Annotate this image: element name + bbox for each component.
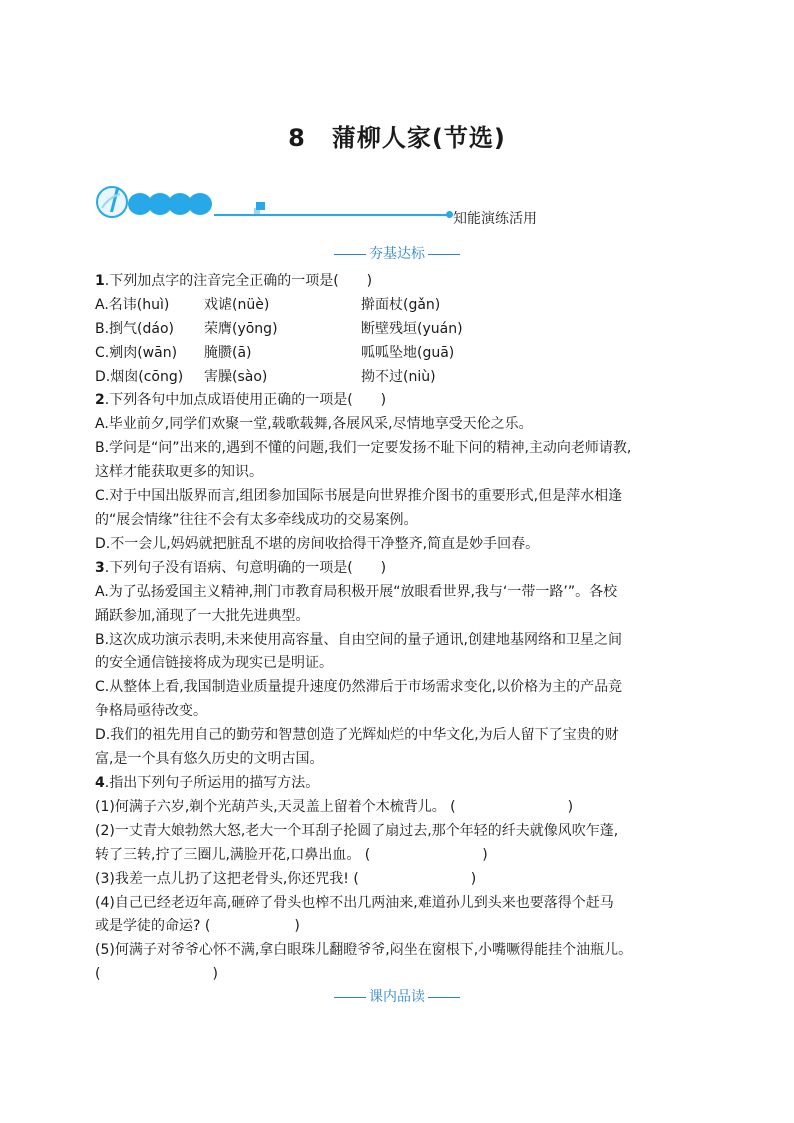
- question-4-line: (5)何满子对爷爷心怀不满,拿白眼珠儿翻瞪爷爷,闷坐在窗根下,小嘴噘得能挂个油瓶儿。: [95, 942, 633, 959]
- question-3-stem: 3.下列句子没有语病、句意明确的一项是( ): [95, 559, 387, 576]
- question-1-option-row: A.名讳(huì) 戏谑(nüè) 擀面杖(gǎn): [95, 296, 441, 313]
- section-rule-left: [334, 254, 366, 255]
- lesson-title: [0, 118, 794, 153]
- question-1-stem: 1.下列加点字的注音完全正确的一项是( ): [95, 273, 373, 289]
- question-1-option-row: B.捯气(dáo) 荣膺(yōng) 断壁残垣(yuán): [95, 320, 463, 337]
- questions: [95, 270, 715, 987]
- question-4-line: (4)自己已经老迈年高,砸碎了骨头也榨不出几两油来,难道孙儿到头来也要落得个赶马: [95, 894, 614, 911]
- section-heading-reading: [0, 986, 794, 1006]
- question-2-line: C.对于中国出版界而言,组团参加国际书展是向世界推介图书的重要形式,但是萍水相逢: [95, 488, 623, 505]
- question-3-line: 争格局亟待改变。: [95, 703, 207, 720]
- section-banner: [94, 180, 537, 232]
- banner-end-dot: [446, 211, 453, 218]
- banner-square-decoration: [256, 202, 265, 210]
- question-4-line: 或是学徒的命运? ( ): [95, 918, 300, 935]
- question-2-line: B.学问是“问”出来的,遇到不懂的问题,我们一定要发扬不耻下问的精神,主动向老师请教,: [95, 440, 632, 457]
- banner-line: [214, 214, 450, 216]
- question-2-line: A.毕业前夕,同学们欢聚一堂,载歌载舞,各展风采,尽情地享受天伦之乐。: [95, 416, 533, 433]
- question-4-line: (1)何满子六岁,剃个光葫芦头,天灵盖上留着个木梳背儿。 ( ): [95, 798, 574, 815]
- question-3-line: D.我们的祖先用自己的勤劳和智慧创造了光辉灿烂的中华文化,为后人留下了宝贵的财: [95, 727, 619, 744]
- question-2-line: 的“展会情缘”往往不会有太多牵线成功的交易案例。: [95, 512, 418, 528]
- banner-label: 知能演练活用: [453, 211, 537, 227]
- lesson-name: 蒲柳人家(节选): [331, 124, 506, 152]
- section-heading-text: 夯基达标: [369, 246, 425, 262]
- section-heading-text: 课内品读: [369, 989, 425, 1005]
- section-rule-right: [428, 997, 460, 998]
- question-4-stem: 4.指出下列句子所运用的描写方法。: [95, 774, 320, 791]
- question-1-option-row: D.烟囱(cōng) 害臊(sào) 拗不过(niù): [95, 368, 436, 385]
- question-3-line: 踊跃参加,涌现了一大批先进典型。: [95, 607, 310, 624]
- section-rule-left: [334, 997, 366, 998]
- section-heading-basic: [0, 243, 794, 263]
- question-4-line: ( ): [95, 966, 218, 983]
- question-3-line: C.从整体上看,我国制造业质量提升速度仍然滞后于市场需求变化,以价格为主的产品竞: [95, 679, 623, 696]
- question-2-line: 这样才能获取更多的知识。: [95, 464, 263, 481]
- question-3-line: A.为了弘扬爱国主义精神,荆门市教育局积极开展“放眼看世界,我与‘一带一路’”。各校: [95, 583, 618, 600]
- question-4-line: 转了三转,拧了三圈儿,满脸开花,口鼻出血。 ( ): [95, 846, 488, 863]
- question-4-line: (2)一丈青大娘勃然大怒,老大一个耳刮子抡圆了扇过去,那个年轻的纤夫就像风吹乍蓬,: [95, 822, 619, 839]
- question-3-line: 富,是一个具有悠久历史的文明古国。: [95, 751, 324, 768]
- lesson-number: 8: [288, 124, 306, 152]
- section-rule-right: [428, 254, 460, 255]
- question-1-option-row: C.剜肉(wān) 腌臜(ā) 呱呱坠地(guā): [95, 344, 455, 361]
- question-2-line: D.不一会儿,妈妈就把脏乱不堪的房间收拾得干净整齐,简直是妙手回春。: [95, 535, 540, 552]
- pen-logo-icon: [94, 182, 130, 218]
- question-3-line: 的安全通信链接将成为现实已是明证。: [95, 655, 333, 672]
- question-2-stem: 2.下列各句中加点成语使用正确的一项是( ): [95, 392, 387, 409]
- question-4-line: (3)我差一点儿扔了这把老骨头,你还咒我! ( ): [95, 870, 477, 887]
- question-3-line: B.这次成功演示表明,未来使用高容量、自由空间的量子通讯,创建地基网络和卫星之间: [95, 631, 622, 648]
- banner-dot: [188, 193, 212, 215]
